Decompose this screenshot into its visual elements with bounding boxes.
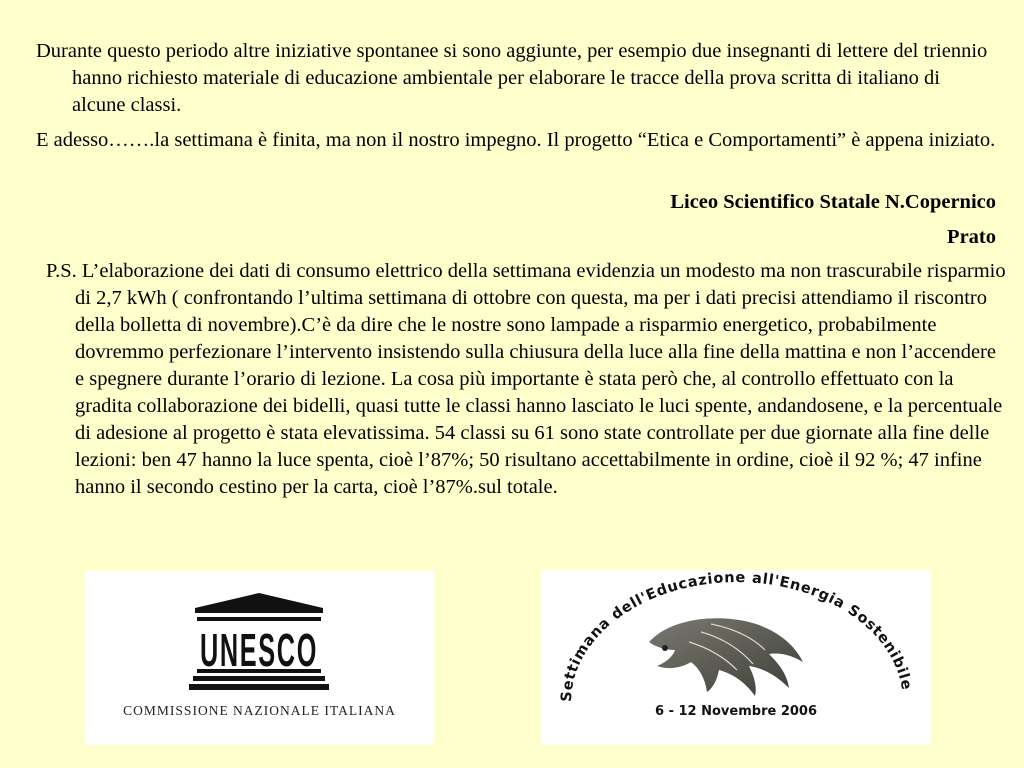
signature-school: Liceo Scientifico Statale N.Copernico: [670, 191, 996, 213]
postscript-paragraph: P.S. L’elaborazione dei dati di consumo elettrico della settimana evidenzia un modesto ma non trascurabile risparmio di 2,7 kWh ( confrontando l’ultima settimana di ottobre con questa, ma per i dati precisi attendiamo il riscontro della bolletta di novembre).C’è da dire che le nostre sono lampade a risparmio energetico, probabilmente dovremmo perfezionare l’intervento insistendo sulla chiusura della luce alla fine della mattina e non l’accendere e spegnere durante l’orario di lezione. La cosa più importante è stata però che, al controllo effettuato con la gradita collaborazione dei bidelli, quasi tutte le classi hanno lasciato le luci spente, andandosene, e la percentuale di adesione al progetto è stata elevatissima. 54 classi su 61 sono state controllate per due giornate alla fine delle lezioni: ben 47 hanno la luce spenta, cioè l’87%; 50 risultano accettabilmente in ordine, cioè il 92 %; 47 infine hanno il secondo cestino per la carta, cioè l’87%.sul totale.: [46, 260, 1006, 498]
settimana-logo: [541, 570, 931, 745]
settimana-arc-text: Settimana dell'Educazione all'Energia Sostenibile: [558, 570, 915, 703]
settimana-dates: 6 - 12 Novembre 2006: [655, 704, 817, 719]
unesco-caption: COMMISSIONE NAZIONALE ITALIANA: [123, 703, 396, 718]
stylized-figure-icon: [649, 618, 803, 696]
signature-city: Prato: [947, 226, 996, 248]
unesco-logo: [85, 571, 434, 745]
paragraph-initiatives: Durante questo periodo altre iniziative spontanee si sono aggiunte, per esempio due insegnanti di lettere del triennio hanno richiesto materiale di educazione ambientale per elaborare le tracce della prova scritta di italiano di alcune classi.: [36, 40, 988, 116]
unesco-wordmark: UNESCO: [200, 624, 318, 676]
temple-icon: [85, 571, 434, 701]
paragraph-week-finished: E adesso…….la settimana è finita, ma non il nostro impegno. Il progetto “Etica e Comportamenti” è appena iniziato.: [36, 129, 996, 151]
